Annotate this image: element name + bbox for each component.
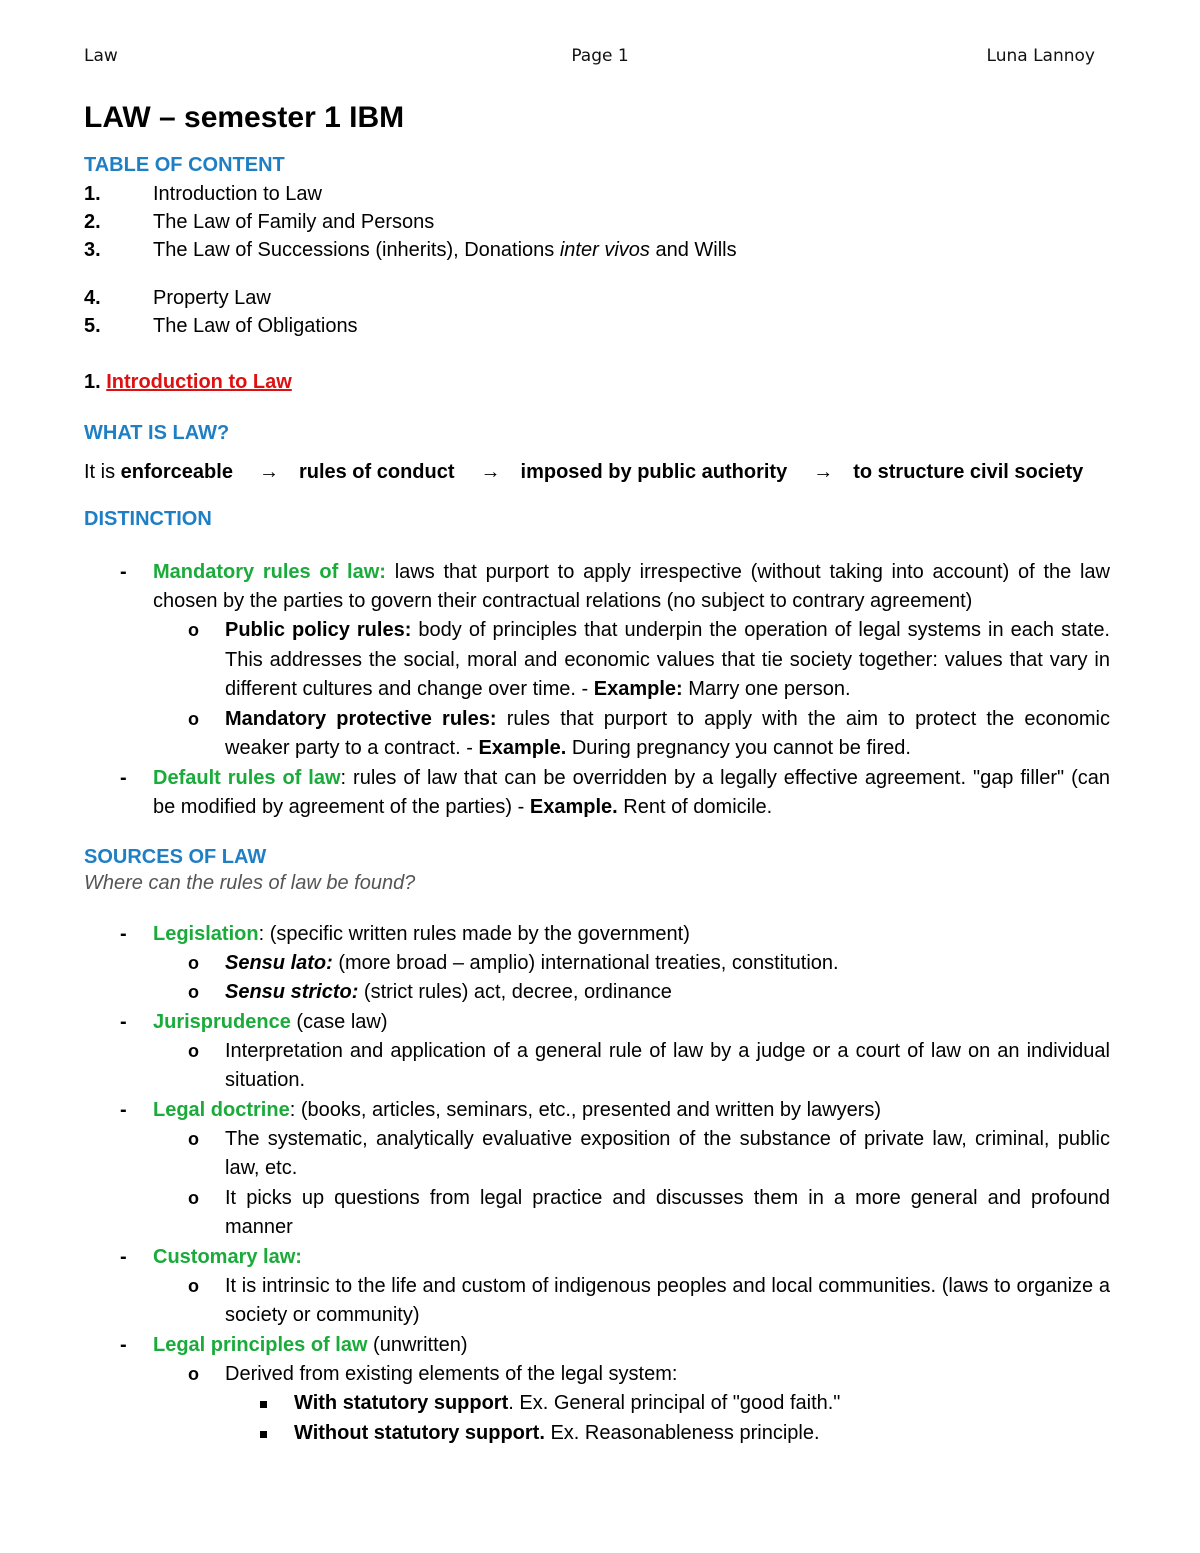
list-item: o Derived from existing elements of the legal system: <box>84 1360 1110 1390</box>
law-definition: It is enforceable → rules of conduct → imposed by public authority → to structure civil society <box>84 458 1110 486</box>
list-item: - Legislation: (specific written rules made by the government) <box>84 920 1110 949</box>
list-item: o Sensu lato: (more broad – amplio) international treaties, constitution. <box>84 949 1110 979</box>
toc-text: The Law of Successions (inherits), Donations inter vivos and Wills <box>153 239 737 261</box>
circle-bullet-icon: o <box>188 620 199 640</box>
what-is-law-heading: WHAT IS LAW? <box>84 422 230 444</box>
toc-text: The Law of Family and Persons <box>153 211 435 233</box>
list-item: Without statutory support. Ex. Reasonableness principle. <box>84 1419 1110 1449</box>
document-title: LAW – semester 1 IBM <box>84 101 405 134</box>
table-of-contents <box>84 180 1110 340</box>
distinction-heading: DISTINCTION <box>84 508 212 530</box>
dash-bullet-icon: - <box>120 1010 127 1033</box>
circle-bullet-icon: o <box>188 982 199 1002</box>
list-item: - Legal principles of law (unwritten) <box>84 1331 1110 1360</box>
arrow-icon: → <box>258 461 279 483</box>
toc-number: 2. <box>84 211 101 233</box>
dash-bullet-icon: - <box>120 1245 127 1268</box>
toc-item <box>84 208 1110 236</box>
dash-bullet-icon: - <box>120 1333 127 1356</box>
circle-bullet-icon: o <box>188 1363 199 1384</box>
sources-question: Where can the rules of law be found? <box>84 871 416 894</box>
toc-number: 5. <box>84 315 101 337</box>
arrow-icon: → <box>480 461 501 483</box>
list-item: - Mandatory rules of law: laws that purport to apply irrespective (without taking into account) of the law chosen by the parties to govern their contractual relations (no subject to contrary agreement) <box>84 558 1110 616</box>
arrow-icon: → <box>813 461 834 483</box>
list-item: o Interpretation and application of a general rule of law by a judge or a court of law on an individual situation. <box>84 1037 1110 1096</box>
toc-item <box>84 180 1110 208</box>
circle-bullet-icon: o <box>188 952 199 973</box>
header-page-number: Page 1 <box>571 46 629 66</box>
circle-bullet-icon: o <box>188 1275 199 1296</box>
toc-text: The Law of Obligations <box>153 315 358 337</box>
square-bullet-icon <box>260 1401 267 1408</box>
toc-item <box>84 312 1110 340</box>
list-item: - Legal doctrine: (books, articles, seminars, etc., presented and written by lawyers) <box>84 1096 1110 1125</box>
list-item: o Public policy rules: body of principles that underpin the operation of legal systems in each state. This addresses the social, moral and economic values that tie society together: values that vary in different cultures and change over time. - Example: Marry one person. <box>84 616 1110 705</box>
circle-bullet-icon: o <box>188 1040 199 1061</box>
header-left: Law <box>84 46 118 66</box>
dash-bullet-icon: - <box>120 561 127 583</box>
toc-text: Property Law <box>153 287 271 309</box>
toc-heading: TABLE OF CONTENT <box>84 154 285 176</box>
chapter-title: Introduction to Law <box>106 371 292 393</box>
list-item: o The systematic, analytically evaluative exposition of the substance of private law, criminal, public law, etc. <box>84 1125 1110 1184</box>
dash-bullet-icon: - <box>120 1098 127 1121</box>
toc-number: 1. <box>84 183 101 205</box>
list-item: - Customary law: <box>84 1243 1110 1272</box>
toc-number: 3. <box>84 239 101 261</box>
list-item: With statutory support. Ex. General principal of "good faith." <box>84 1389 1110 1419</box>
circle-bullet-icon: o <box>188 708 199 729</box>
list-item: o Mandatory protective rules: rules that purport to apply with the aim to protect the economic weaker party to a contract. - Example. During pregnancy you cannot be fired. <box>84 705 1110 764</box>
header-author: Luna Lannoy <box>986 46 1095 66</box>
list-item: o It is intrinsic to the life and custom of indigenous peoples and local communities. (laws to organize a society or community) <box>84 1272 1110 1331</box>
chapter-heading <box>84 368 1110 396</box>
circle-bullet-icon: o <box>188 1187 199 1208</box>
list-item: - Default rules of law: rules of law that can be overridden by a legally effective agreement. "gap filler" (can be modified by agreement of the parties) - Example. Rent of domicile. <box>84 764 1110 822</box>
square-bullet-icon <box>260 1431 267 1438</box>
document-body <box>84 100 1110 1448</box>
circle-bullet-icon: o <box>188 1128 199 1149</box>
list-item: o It picks up questions from legal practice and discusses them in a more general and profound manner <box>84 1184 1110 1243</box>
dash-bullet-icon: - <box>120 766 127 789</box>
list-item: o Sensu stricto: (strict rules) act, decree, ordinance <box>84 978 1110 1008</box>
dash-bullet-icon: - <box>120 922 127 945</box>
list-item: - Jurisprudence (case law) <box>84 1008 1110 1037</box>
sources-heading: SOURCES OF LAW <box>84 845 267 868</box>
toc-text: Introduction to Law <box>153 183 322 205</box>
toc-item <box>84 284 1110 312</box>
toc-item <box>84 236 1110 264</box>
toc-number: 4. <box>84 287 101 309</box>
chapter-number: 1. <box>84 371 101 393</box>
